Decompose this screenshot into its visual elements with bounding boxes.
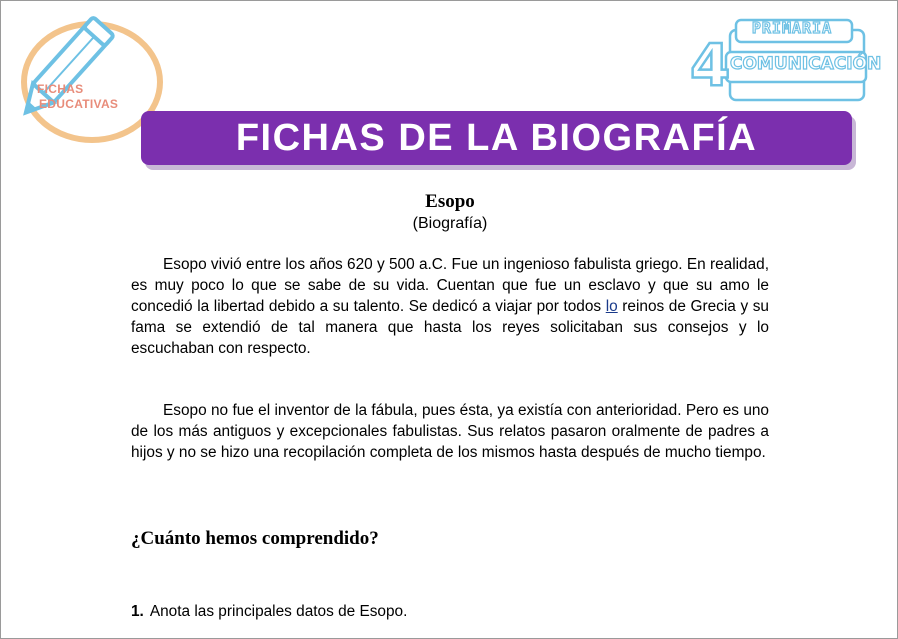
question-item <box>131 603 407 621</box>
document-content <box>131 190 769 620</box>
badge-subject: COMUNICACIÓN <box>730 54 882 74</box>
document-title: Esopo <box>425 191 475 212</box>
paragraph-1 <box>131 254 769 359</box>
paragraph-1-part-b: reinos de Grecia y su fama se extendió de tal manera que hasta los reyes solicitaban sus consejos y lo escuchaban con respecto. <box>131 298 769 357</box>
banner-title: FICHAS DE LA BIOGRAFÍA <box>235 116 758 159</box>
question-text: Anota las principales datos de Esopo. <box>149 603 408 620</box>
document-subtitle: (Biografía) <box>412 215 488 232</box>
title-banner <box>141 111 852 165</box>
paragraph-1-underlined-word: lo <box>605 298 618 315</box>
section-heading: ¿Cuánto hemos comprendido? <box>131 528 379 549</box>
badge-grade-number: 4 <box>690 31 731 99</box>
question-number: 1. <box>131 603 144 620</box>
logo-text-line1: FICHAS <box>37 82 84 96</box>
paragraph-1-part-a: Esopo vivió entre los años 620 y 500 a.C. Fue un ingenioso fabulista griego. En realidad, es muy poco lo que se sabe de su vida. Cuentan que fue un esclavo y que su amo le concedió la libertad debido a su talento. Se dedicó a viajar por todos <box>131 256 769 315</box>
logo-text-line2: EDUCATIVAS <box>39 97 119 111</box>
paragraph-2: Esopo no fue el inventor de la fábula, pues ésta, ya existía con anterioridad. Pero es uno de los más antiguos y excepcionales fabulistas. Sus relatos pasaron oralmente de padres a hijos y no se hizo una recopilación completa de los mismos hasta después de mucho tiempo. <box>131 402 769 461</box>
badge-level: PRIMARIA <box>751 19 833 37</box>
